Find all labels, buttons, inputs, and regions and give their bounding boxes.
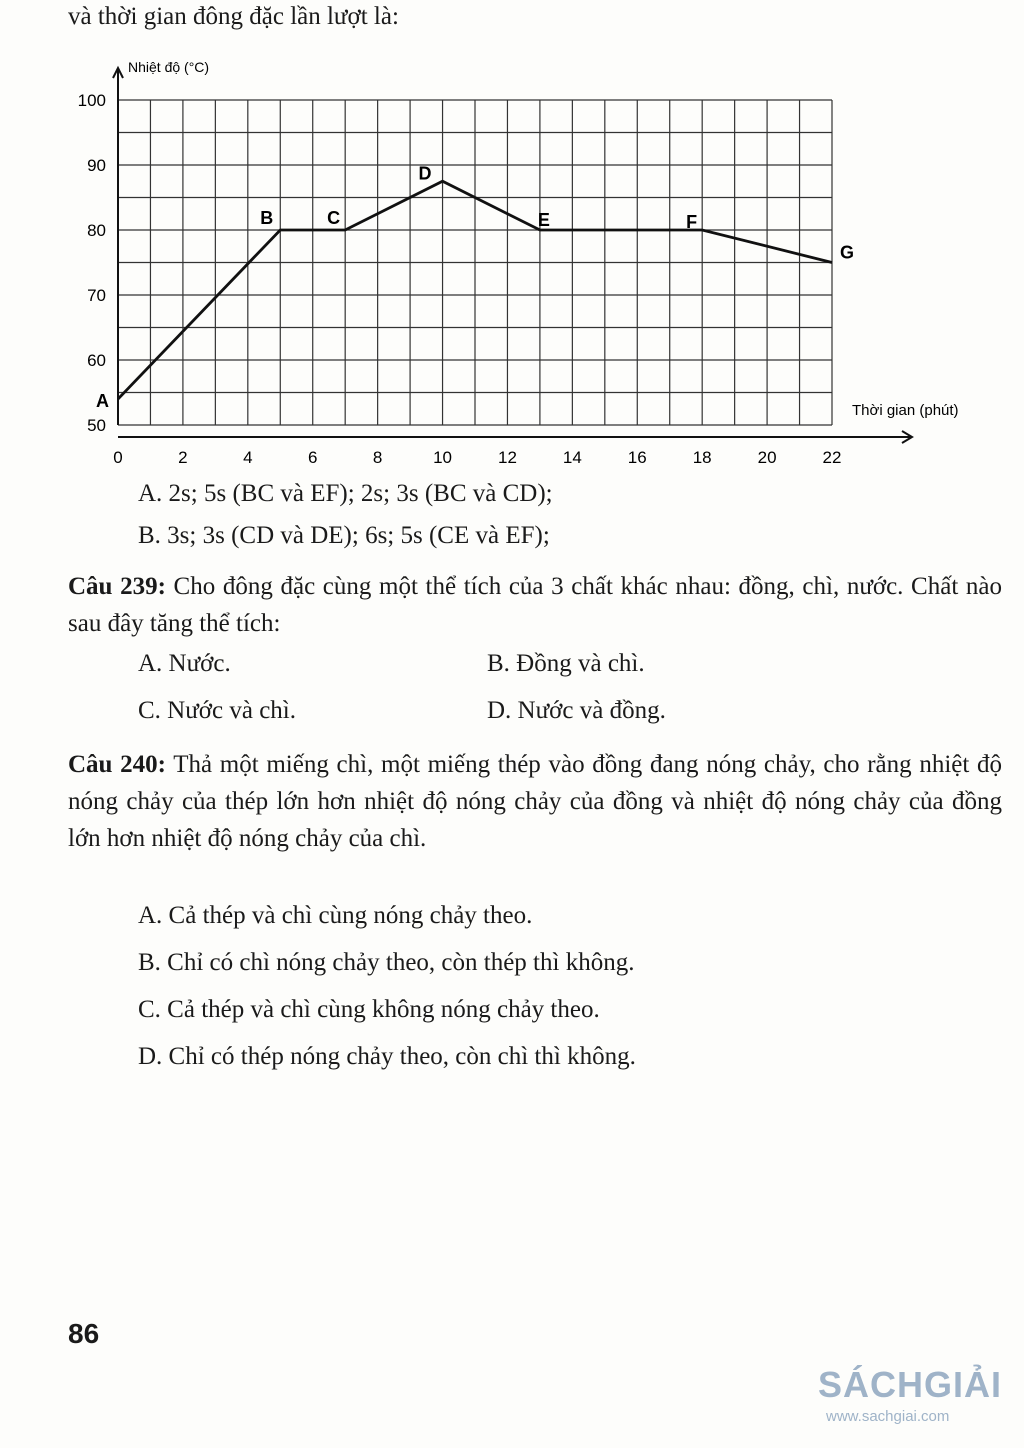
watermark-brand: SÁCHGIẢI	[818, 1364, 1003, 1405]
watermark-url: www.sachgiai.com	[826, 1408, 950, 1425]
point-label-g: G	[840, 242, 855, 263]
q239-option-d: D. Nước và đồng.	[487, 697, 666, 724]
x-tick-label: 20	[757, 448, 777, 467]
x-tick-label: 6	[307, 448, 318, 467]
question-240-label: Câu 240:	[68, 751, 166, 778]
x-tick-label: 16	[627, 448, 647, 467]
x-tick-label: 12	[497, 448, 517, 467]
q239-option-a: A. Nước.	[138, 650, 231, 677]
point-label-d: D	[418, 163, 432, 184]
y-tick-label: 90	[87, 156, 106, 175]
y-tick-label: 50	[87, 416, 106, 435]
q239-option-c: C. Nước và chì.	[138, 697, 296, 724]
x-tick-label: 14	[562, 448, 582, 467]
y-axis-label: Nhiệt độ (°C)	[128, 59, 210, 75]
q238-option-a: A. 2s; 5s (BC và EF); 2s; 3s (BC và CD);	[138, 480, 553, 507]
question-240-text: Thả một miếng chì, một miếng thép vào đồng đang nóng chảy, cho rằng nhiệt độ nóng chảy của thép lớn hơn nhiệt độ nóng chảy của đồng và nhiệt độ nóng chảy của đồng lớn hơn nhiệt độ nóng chảy của chì.	[68, 751, 1002, 852]
x-tick-label: 0	[113, 448, 123, 467]
q240-option-a: A. Cả thép và chì cùng nóng chảy theo.	[138, 902, 533, 929]
y-tick-label: 80	[87, 221, 106, 240]
point-label-f: F	[686, 212, 698, 232]
question-240	[68, 746, 1002, 857]
question-239-text: Cho đông đặc cùng một thể tích của 3 chất khác nhau: đồng, chì, nước. Chất nào sau đây tăng thể tích:	[68, 573, 1002, 637]
q240-option-c: C. Cả thép và chì cùng không nóng chảy theo.	[138, 996, 600, 1023]
question-239-label: Câu 239:	[68, 573, 166, 600]
x-tick-label: 2	[178, 448, 188, 467]
point-label-c: C	[327, 208, 341, 228]
x-tick-label: 18	[692, 448, 712, 467]
intro-line: và thời gian đông đặc lần lượt là:	[68, 3, 399, 30]
x-tick-label: 4	[243, 448, 253, 467]
temperature-time-chart	[60, 55, 1010, 475]
q240-option-b: B. Chỉ có chì nóng chảy theo, còn thép thì không.	[138, 949, 635, 976]
watermark-logo	[818, 1364, 1002, 1425]
point-label-a: A	[96, 391, 109, 411]
x-tick-label: 8	[372, 448, 383, 467]
chart-ticks	[78, 91, 842, 467]
chart-axes	[113, 68, 912, 443]
x-tick-label: 10	[433, 448, 453, 467]
q240-option-d: D. Chỉ có thép nóng chảy theo, còn chì thì không.	[138, 1043, 636, 1070]
x-tick-label: 22	[822, 448, 842, 467]
y-tick-label: 60	[87, 351, 106, 370]
q238-option-b: B. 3s; 3s (CD và DE); 6s; 5s (CE và EF);	[138, 522, 550, 549]
point-label-b: B	[260, 208, 274, 228]
y-tick-label: 100	[77, 91, 106, 110]
x-axis-label: Thời gian (phút)	[852, 402, 959, 419]
question-239	[68, 568, 1002, 642]
point-label-e: E	[537, 210, 550, 230]
y-tick-label: 70	[87, 286, 106, 305]
q239-option-b: B. Đồng và chì.	[487, 650, 645, 677]
page-number: 86	[68, 1318, 100, 1349]
chart-grid	[118, 100, 832, 425]
